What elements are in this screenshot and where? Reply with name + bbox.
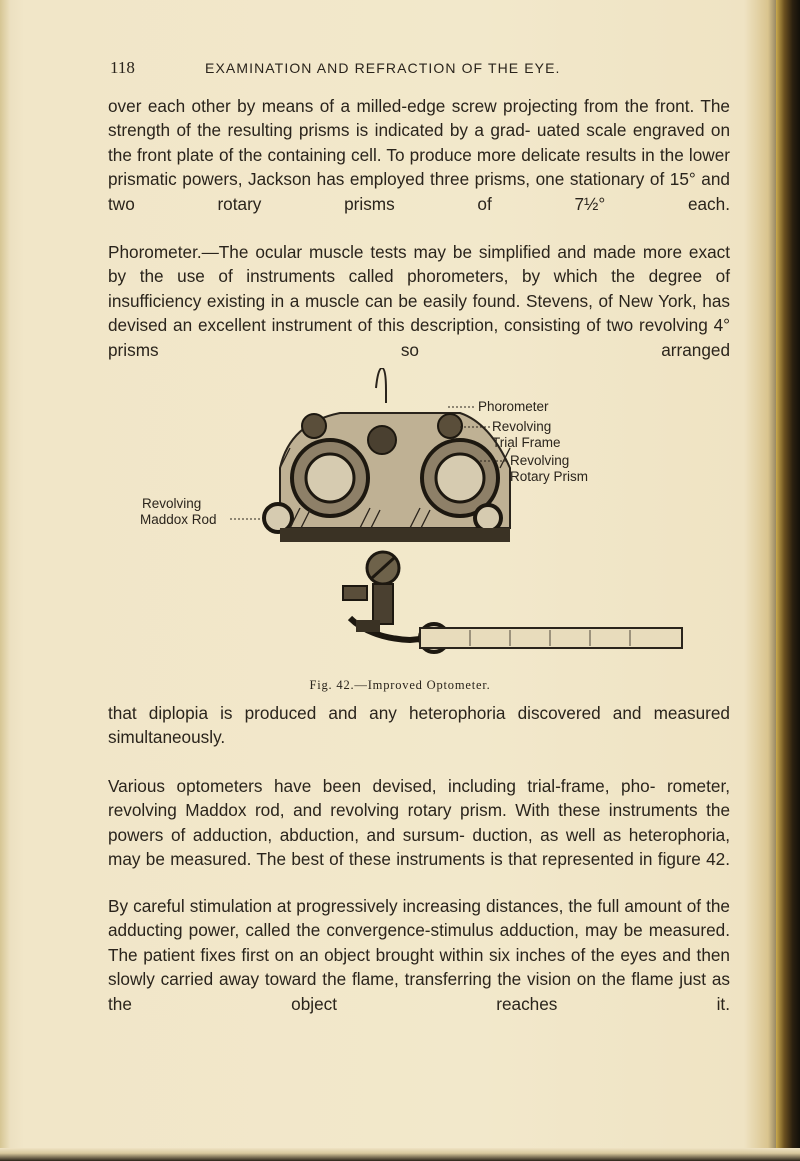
center-post <box>373 584 393 624</box>
text-line: By careful stimulation at progressively increasing distances, the <box>108 896 593 916</box>
text-line: measured simultaneously. <box>108 703 730 748</box>
text-line: rometer, revolving Maddox rod, and revolving rotary prism. With <box>108 776 730 821</box>
rotary-prism-ring <box>475 505 501 531</box>
running-title: EXAMINATION AND REFRACTION OF THE EYE. <box>205 60 561 76</box>
text-line: more exact by the use of instruments called phorometers, by <box>108 242 731 287</box>
paragraph-optometers <box>108 774 730 872</box>
text-line: Various optometers have been devised, including trial-frame, pho- <box>108 776 656 796</box>
paragraph-phorometer <box>108 240 730 362</box>
text-line: Phorometer.—The ocular muscle tests may be simplified and made <box>108 242 636 262</box>
text-line: uated scale engraved on the front plate of the containing cell. To <box>108 120 731 165</box>
label-revolving-maddox: Revolving <box>142 496 202 511</box>
text-line: these instruments the powers of adduction, abduction, and sursum- <box>108 800 730 845</box>
text-line: that diplopia is produced and any heterophoria discovered and <box>108 703 642 723</box>
text-line: produce more delicate results in the lower prismatic powers, Jackson <box>108 144 730 190</box>
paragraph-prism-scale <box>108 94 730 216</box>
right-lens-inner <box>436 454 484 502</box>
text-line: full amount of the adducting power, called the convergence-stimulus <box>108 896 730 941</box>
label-trial-frame: Trial Frame <box>492 435 561 450</box>
frame-bar <box>280 528 510 542</box>
text-line: over each other by means of a milled-edge screw projecting from the <box>108 96 649 116</box>
text-line: found. Stevens, of New York, has devised an excellent instrument <box>108 290 730 336</box>
text-line: adduction, may be measured. The patient fixes first on an object <box>108 920 730 965</box>
maddox-rod-ring <box>264 504 292 532</box>
page-left-edge <box>0 0 10 1161</box>
left-lens-inner <box>306 454 354 502</box>
paragraph-diplopia <box>108 701 730 750</box>
text-line: brought within six inches of the eyes and then slowly carried away <box>108 944 730 990</box>
text-line: duction, as well as heterophoria, may be measured. The best of <box>108 824 731 870</box>
page-number: 118 <box>110 58 135 77</box>
figure-caption: Fig. 42.—Improved Optometer. <box>309 678 491 692</box>
label-revolving-trial-frame: Revolving <box>492 419 552 434</box>
page-bottom-edge <box>0 1148 800 1161</box>
text-line: which the degree of insufficiency existing in a muscle can be easily <box>108 266 730 311</box>
text-line: these instruments is that represented in figure 42. <box>348 849 730 870</box>
label-revolving-rotary-prism: Revolving <box>510 453 570 468</box>
top-stem <box>376 368 386 403</box>
book-spine-shadow <box>776 0 800 1161</box>
paragraph-stimulation <box>108 894 730 1016</box>
text-line: prisms of 7½° each. <box>344 193 730 214</box>
text-line: front. The strength of the resulting prisms is indicated by a grad- <box>108 96 730 141</box>
label-maddox-rod: Maddox Rod <box>140 512 217 527</box>
rail-scale <box>420 628 682 648</box>
text-line: of this description, consisting of two revolving 4° prisms so arranged <box>108 315 730 360</box>
label-phorometer: Phorometer <box>478 399 549 414</box>
text-line: has employed three prisms, one stationary of 15° and two rotary <box>108 169 730 214</box>
figure-optometer <box>130 368 690 668</box>
text-line: object reaches it. <box>291 993 730 1014</box>
center-knob <box>368 426 396 454</box>
text-line: toward the flame, transferring the vision on the flame just as the <box>108 969 730 1014</box>
label-rotary-prism: Rotary Prism <box>510 469 589 484</box>
